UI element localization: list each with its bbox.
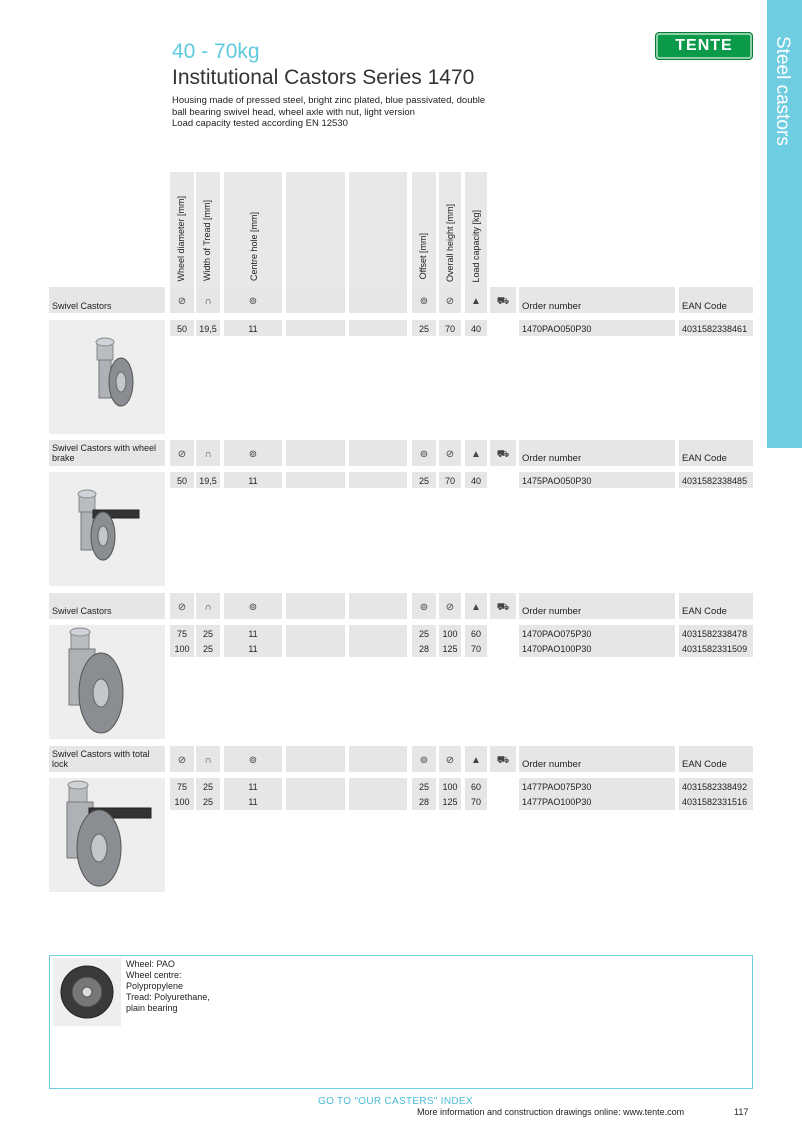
wheel-type: Wheel: PAO <box>126 959 175 969</box>
centre-hole-value: 11 <box>248 644 258 654</box>
description-text: Housing made of pressed steel, bright zinc plated, blue passivated, double ball bearing swivel head, wheel axle with nut, light version <box>172 95 486 118</box>
offset-icon: ⊚ <box>419 755 429 766</box>
offset-value: 25 <box>418 629 429 639</box>
ean-code-value: 4031582331516 <box>682 797 748 807</box>
trolley-icon: ⛟ <box>496 755 510 766</box>
wheel-diameter-icon: ⊘ <box>177 755 187 766</box>
section-label: Swivel Castors <box>52 606 112 616</box>
more-info-text: More information and construction drawings online: www.tente.com <box>417 1107 685 1117</box>
side-tab-label: Steel castors <box>772 36 793 146</box>
bearing-type: plain bearing <box>126 1003 178 1013</box>
load-note: Load capacity tested according EN 12530 <box>172 118 348 129</box>
wheel-centre-value: Polypropylene <box>126 981 184 991</box>
order-number-value[interactable]: 1470PAO050P30 <box>522 324 592 334</box>
offset-value: 25 <box>418 324 429 334</box>
ean-code-header: EAN Code <box>682 759 727 770</box>
wheel-diameter-value: 100 <box>174 797 190 807</box>
tread-width-icon: ∩ <box>204 449 212 460</box>
tread-width-value: 19,5 <box>199 476 217 486</box>
load-capacity-icon: ▲ <box>471 449 481 460</box>
offset-value: 25 <box>418 476 429 486</box>
order-number-value[interactable]: 1470PAO075P30 <box>522 629 592 639</box>
wheel-diameter-value: 50 <box>176 324 187 334</box>
order-number-value[interactable]: 1477PAO075P30 <box>522 782 592 792</box>
overall-height-value: 100 <box>442 782 458 792</box>
order-number-header: Order number <box>522 606 582 617</box>
centre-hole-value: 11 <box>248 629 258 639</box>
col-wheel-diameter: Wheel diameter [mm] <box>176 196 186 282</box>
order-number-header: Order number <box>522 453 582 464</box>
load-capacity-value: 40 <box>470 324 481 334</box>
wheel-diameter-value: 75 <box>176 629 187 639</box>
col-centre-hole: Centre hole [mm] <box>249 212 259 282</box>
overall-height-icon: ⊘ <box>445 602 455 613</box>
wheel-info-text <box>126 959 236 1014</box>
load-capacity-icon: ▲ <box>471 296 481 307</box>
ean-code-value: 4031582338461 <box>682 324 748 334</box>
tente-logo: TENTE <box>656 33 752 59</box>
section-label: Swivel Castors with total lock <box>52 749 150 769</box>
load-capacity-value: 60 <box>470 782 481 792</box>
col-overall-height: Overall height [mm] <box>445 204 455 283</box>
ean-code-value: 4031582338478 <box>682 629 748 639</box>
ean-code-header: EAN Code <box>682 606 727 617</box>
col-load-capacity: Load capacity [kg] <box>471 210 481 283</box>
col-tread-width: Width of Tread [mm] <box>202 200 212 282</box>
overall-height-icon: ⊘ <box>445 296 455 307</box>
overall-height-value: 100 <box>442 629 458 639</box>
centre-hole-value: 11 <box>248 476 258 486</box>
trolley-icon: ⛟ <box>496 602 510 613</box>
page-title: Institutional Castors Series 1470 <box>172 66 475 89</box>
wheel-diameter-icon: ⊘ <box>177 449 187 460</box>
tread-width-value: 25 <box>202 629 213 639</box>
tread-type: Tread: Polyurethane, <box>126 992 210 1002</box>
wheel-photo <box>53 958 121 1026</box>
wheel-diameter-value: 100 <box>174 644 190 654</box>
load-capacity-value: 40 <box>470 476 481 486</box>
order-number-value[interactable]: 1477PAO100P30 <box>522 797 592 807</box>
overall-height-value: 70 <box>444 476 455 486</box>
tread-width-icon: ∩ <box>204 755 212 766</box>
centre-hole-icon: ⊚ <box>248 449 258 460</box>
ean-code-value: 4031582338492 <box>682 782 748 792</box>
tread-width-value: 25 <box>202 782 213 792</box>
casters-index-link[interactable]: GO TO "OUR CASTERS" INDEX <box>318 1096 473 1107</box>
load-capacity-value: 70 <box>470 644 481 654</box>
side-tab[interactable] <box>767 0 802 448</box>
centre-hole-icon: ⊚ <box>248 602 258 613</box>
centre-hole-value: 11 <box>248 797 258 807</box>
load-capacity-icon: ▲ <box>471 602 481 613</box>
trolley-icon: ⛟ <box>496 449 510 460</box>
page-number: 117 <box>734 1107 749 1117</box>
load-capacity-value: 60 <box>470 629 481 639</box>
castor-photo <box>49 778 165 892</box>
offset-value: 28 <box>418 797 429 807</box>
tread-width-value: 25 <box>202 644 213 654</box>
wheel-diameter-value: 75 <box>176 782 187 792</box>
offset-value: 25 <box>418 782 429 792</box>
overall-height-value: 125 <box>442 797 458 807</box>
ean-code-header: EAN Code <box>682 301 727 312</box>
order-number-value[interactable]: 1475PAO050P30 <box>522 476 592 486</box>
load-capacity-value: 70 <box>470 797 481 807</box>
tread-width-value: 19,5 <box>199 324 217 334</box>
col-offset: Offset [mm] <box>418 233 428 280</box>
ean-code-header: EAN Code <box>682 453 727 464</box>
wheel-diameter-icon: ⊘ <box>177 296 187 307</box>
overall-height-value: 70 <box>444 324 455 334</box>
section-label: Swivel Castors <box>52 301 112 311</box>
order-number-header: Order number <box>522 301 582 312</box>
centre-hole-icon: ⊚ <box>248 296 258 307</box>
wheel-diameter-value: 50 <box>176 476 187 486</box>
wheel-diameter-icon: ⊘ <box>177 602 187 613</box>
tread-width-icon: ∩ <box>204 296 212 307</box>
offset-icon: ⊚ <box>419 296 429 307</box>
load-capacity-icon: ▲ <box>471 755 481 766</box>
overall-height-icon: ⊘ <box>445 755 455 766</box>
offset-icon: ⊚ <box>419 449 429 460</box>
order-number-header: Order number <box>522 759 582 770</box>
centre-hole-icon: ⊚ <box>248 755 258 766</box>
centre-hole-value: 11 <box>248 324 258 334</box>
overall-height-icon: ⊘ <box>445 449 455 460</box>
tread-width-value: 25 <box>202 797 213 807</box>
centre-hole-value: 11 <box>248 782 258 792</box>
offset-value: 28 <box>418 644 429 654</box>
ean-code-value: 4031582331509 <box>682 644 748 654</box>
product-description <box>172 95 492 130</box>
castor-photo <box>49 625 165 739</box>
wheel-centre-label: Wheel centre: <box>126 970 182 980</box>
offset-icon: ⊚ <box>419 602 429 613</box>
overall-height-value: 125 <box>442 644 458 654</box>
trolley-icon: ⛟ <box>496 296 510 307</box>
ean-code-value: 4031582338485 <box>682 476 748 486</box>
order-number-value[interactable]: 1470PAO100P30 <box>522 644 592 654</box>
tread-width-icon: ∩ <box>204 602 212 613</box>
castor-photo <box>49 320 165 434</box>
page-subtitle: 40 - 70kg <box>172 40 260 63</box>
section-label: Swivel Castors with wheel brake <box>52 443 157 463</box>
castor-photo <box>49 472 165 586</box>
